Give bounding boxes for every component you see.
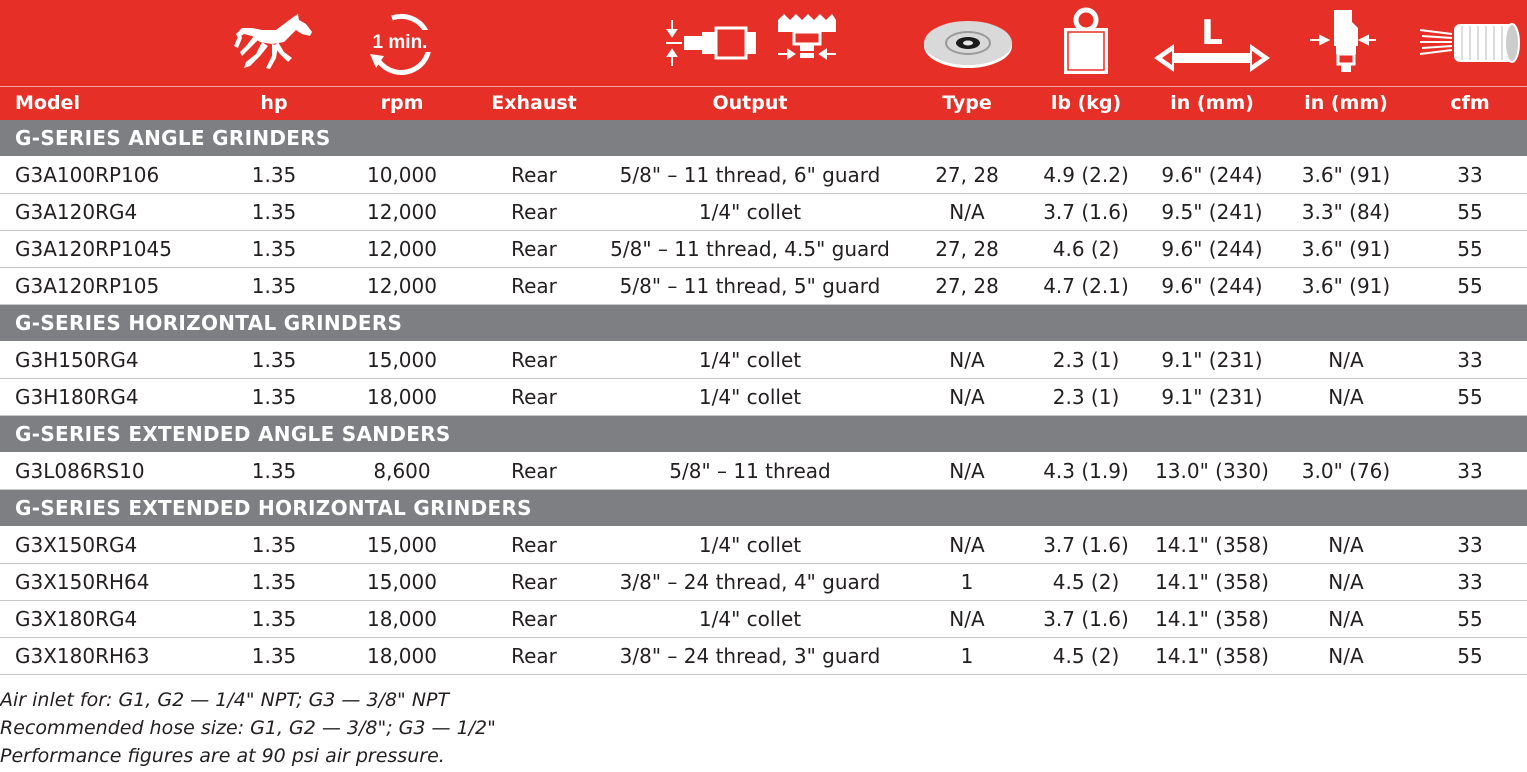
cell-height: N/A xyxy=(1328,348,1364,372)
cell-rpm: 12,000 xyxy=(367,200,437,224)
cell-height: 3.6" (91) xyxy=(1301,274,1391,298)
cell-hp: 1.35 xyxy=(251,348,297,372)
cell-height: N/A xyxy=(1328,533,1364,557)
head-height-icon xyxy=(1306,6,1380,76)
cell-cfm: 33 xyxy=(1457,348,1483,372)
cell-rpm: 18,000 xyxy=(367,607,437,631)
cell-model: G3X180RG4 xyxy=(15,607,138,631)
cell-cfm: 55 xyxy=(1457,385,1483,409)
cell-rpm: 15,000 xyxy=(367,570,437,594)
cell-cfm: 33 xyxy=(1457,570,1483,594)
cell-height: N/A xyxy=(1328,607,1364,631)
airflow-icon xyxy=(1418,16,1524,68)
cell-cfm: 55 xyxy=(1457,237,1483,261)
length-icon-letter: L xyxy=(1201,13,1223,53)
cell-length: 9.5" (241) xyxy=(1161,200,1263,224)
icon-header-band xyxy=(0,0,1527,86)
cell-height: 3.3" (84) xyxy=(1301,200,1391,224)
cell-length: 9.1" (231) xyxy=(1161,385,1263,409)
cell-weight: 2.3 (1) xyxy=(1052,385,1120,409)
cell-weight: 4.5 (2) xyxy=(1052,570,1120,594)
cell-weight: 4.9 (2.2) xyxy=(1043,163,1129,187)
cell-type: 1 xyxy=(960,570,974,594)
cell-length: 9.6" (244) xyxy=(1161,274,1263,298)
col-height: in (mm) xyxy=(1304,92,1388,114)
cell-weight: 4.6 (2) xyxy=(1052,237,1120,261)
rpm-icon-text: 1 min. xyxy=(372,32,428,53)
cell-length: 14.1" (358) xyxy=(1155,607,1269,631)
section-header: G-SERIES ANGLE GRINDERS xyxy=(0,120,1527,157)
col-hp: hp xyxy=(260,92,288,114)
cell-rpm: 8,600 xyxy=(373,459,431,483)
cell-model: G3A100RP106 xyxy=(15,163,160,187)
section-header: G-SERIES EXTENDED ANGLE SANDERS xyxy=(0,416,1527,453)
table-row xyxy=(0,601,1527,638)
table-row xyxy=(0,342,1527,379)
cell-output: 1/4" collet xyxy=(698,607,802,631)
cell-length: 9.6" (244) xyxy=(1161,163,1263,187)
col-exhaust: Exhaust xyxy=(491,92,577,114)
cell-hp: 1.35 xyxy=(251,644,297,668)
cell-output: 1/4" collet xyxy=(698,200,802,224)
cell-height: 3.6" (91) xyxy=(1301,237,1391,261)
cell-exhaust: Rear xyxy=(511,385,557,409)
cell-output: 1/4" collet xyxy=(698,533,802,557)
cell-type: N/A xyxy=(949,200,985,224)
cell-exhaust: Rear xyxy=(511,163,557,187)
cell-model: G3L086RS10 xyxy=(15,459,145,483)
cell-hp: 1.35 xyxy=(251,570,297,594)
table-row xyxy=(0,379,1527,416)
cell-type: 1 xyxy=(960,644,974,668)
cell-model: G3X150RG4 xyxy=(15,533,138,557)
horse-icon xyxy=(232,12,316,72)
col-rpm: rpm xyxy=(380,92,424,114)
cell-height: N/A xyxy=(1328,385,1364,409)
cell-type: 27, 28 xyxy=(935,163,999,187)
table-row xyxy=(0,453,1527,490)
cell-exhaust: Rear xyxy=(511,607,557,631)
cell-weight: 4.7 (2.1) xyxy=(1043,274,1129,298)
cell-type: N/A xyxy=(949,385,985,409)
cell-type: N/A xyxy=(949,459,985,483)
cell-exhaust: Rear xyxy=(511,348,557,372)
cell-output: 5/8" – 11 thread xyxy=(669,459,831,483)
cell-output: 5/8" – 11 thread, 4.5" guard xyxy=(610,237,890,261)
cell-rpm: 18,000 xyxy=(367,644,437,668)
cell-hp: 1.35 xyxy=(251,274,297,298)
cell-output: 3/8" – 24 thread, 3" guard xyxy=(619,644,881,668)
cell-hp: 1.35 xyxy=(251,533,297,557)
col-model: Model xyxy=(15,92,80,114)
cell-height: N/A xyxy=(1328,570,1364,594)
cell-length: 9.6" (244) xyxy=(1161,237,1263,261)
one-minute-rotation-icon xyxy=(360,10,444,76)
table-row xyxy=(0,268,1527,305)
cell-type: N/A xyxy=(949,533,985,557)
cell-model: G3H180RG4 xyxy=(15,385,139,409)
cell-height: 3.0" (76) xyxy=(1301,459,1391,483)
cell-exhaust: Rear xyxy=(511,274,557,298)
table-row xyxy=(0,194,1527,231)
cell-rpm: 12,000 xyxy=(367,237,437,261)
cell-length: 14.1" (358) xyxy=(1155,570,1269,594)
section-header: G-SERIES EXTENDED HORIZONTAL GRINDERS xyxy=(0,490,1527,527)
cell-rpm: 15,000 xyxy=(367,533,437,557)
cell-rpm: 12,000 xyxy=(367,274,437,298)
cell-output: 3/8" – 24 thread, 4" guard xyxy=(619,570,881,594)
length-arrow-icon xyxy=(1150,8,1274,74)
cell-type: 27, 28 xyxy=(935,237,999,261)
section-header: G-SERIES HORIZONTAL GRINDERS xyxy=(0,305,1527,342)
cell-exhaust: Rear xyxy=(511,570,557,594)
footnotes xyxy=(0,686,496,770)
cell-hp: 1.35 xyxy=(251,163,297,187)
footnote-air-inlet: Air inlet for: G1, G2 — 1/4" NPT; G3 — 3/8" NPT xyxy=(0,689,450,711)
cell-cfm: 55 xyxy=(1457,607,1483,631)
cell-length: 14.1" (358) xyxy=(1155,533,1269,557)
col-output: Output xyxy=(712,92,788,114)
col-type: Type xyxy=(942,92,992,114)
cell-output: 5/8" – 11 thread, 5" guard xyxy=(619,274,881,298)
cell-exhaust: Rear xyxy=(511,237,557,261)
cell-hp: 1.35 xyxy=(251,200,297,224)
cell-weight: 4.5 (2) xyxy=(1052,644,1120,668)
cell-model: G3X180RH63 xyxy=(15,644,150,668)
cell-model: G3H150RG4 xyxy=(15,348,139,372)
cell-hp: 1.35 xyxy=(251,459,297,483)
cell-hp: 1.35 xyxy=(251,237,297,261)
column-header-row xyxy=(0,86,1527,120)
weight-icon xyxy=(1060,6,1112,76)
cell-type: 27, 28 xyxy=(935,274,999,298)
cell-weight: 2.3 (1) xyxy=(1052,348,1120,372)
cell-output: 5/8" – 11 thread, 6" guard xyxy=(619,163,881,187)
col-weight: lb (kg) xyxy=(1050,92,1122,114)
cell-cfm: 33 xyxy=(1457,163,1483,187)
cell-height: N/A xyxy=(1328,644,1364,668)
table-row xyxy=(0,564,1527,601)
cell-exhaust: Rear xyxy=(511,459,557,483)
cell-hp: 1.35 xyxy=(251,607,297,631)
cell-output: 1/4" collet xyxy=(698,385,802,409)
cell-exhaust: Rear xyxy=(511,200,557,224)
table-row xyxy=(0,157,1527,194)
footnote-hose-size: Recommended hose size: G1, G2 — 3/8"; G3 — 1/2" xyxy=(0,717,496,739)
col-length: in (mm) xyxy=(1170,92,1254,114)
cell-cfm: 55 xyxy=(1457,644,1483,668)
cell-output: 1/4" collet xyxy=(698,348,802,372)
cell-height: 3.6" (91) xyxy=(1301,163,1391,187)
table-row xyxy=(0,527,1527,564)
cell-model: G3A120RP105 xyxy=(15,274,160,298)
cell-length: 9.1" (231) xyxy=(1161,348,1263,372)
cell-cfm: 55 xyxy=(1457,274,1483,298)
cell-model: G3X150RH64 xyxy=(15,570,150,594)
cell-type: N/A xyxy=(949,607,985,631)
cell-length: 13.0" (330) xyxy=(1155,459,1269,483)
abrasive-disc-icon xyxy=(922,16,1014,70)
cell-rpm: 10,000 xyxy=(367,163,437,187)
cell-cfm: 33 xyxy=(1457,533,1483,557)
footnote-performance: Performance figures are at 90 psi air pressure. xyxy=(0,745,445,767)
cell-rpm: 18,000 xyxy=(367,385,437,409)
cell-exhaust: Rear xyxy=(511,644,557,668)
cell-rpm: 15,000 xyxy=(367,348,437,372)
cell-model: G3A120RG4 xyxy=(15,200,138,224)
cell-weight: 3.7 (1.6) xyxy=(1043,533,1129,557)
cell-weight: 3.7 (1.6) xyxy=(1043,200,1129,224)
cell-type: N/A xyxy=(949,348,985,372)
cell-weight: 4.3 (1.9) xyxy=(1043,459,1129,483)
table-row xyxy=(0,638,1527,675)
cell-hp: 1.35 xyxy=(251,385,297,409)
table-row xyxy=(0,231,1527,268)
cell-cfm: 33 xyxy=(1457,459,1483,483)
spec-table xyxy=(0,120,1527,675)
cell-model: G3A120RP1045 xyxy=(15,237,172,261)
spindle-output-icon xyxy=(662,14,842,72)
cell-cfm: 55 xyxy=(1457,200,1483,224)
col-cfm: cfm xyxy=(1450,92,1490,114)
cell-length: 14.1" (358) xyxy=(1155,644,1269,668)
cell-exhaust: Rear xyxy=(511,533,557,557)
cell-weight: 3.7 (1.6) xyxy=(1043,607,1129,631)
